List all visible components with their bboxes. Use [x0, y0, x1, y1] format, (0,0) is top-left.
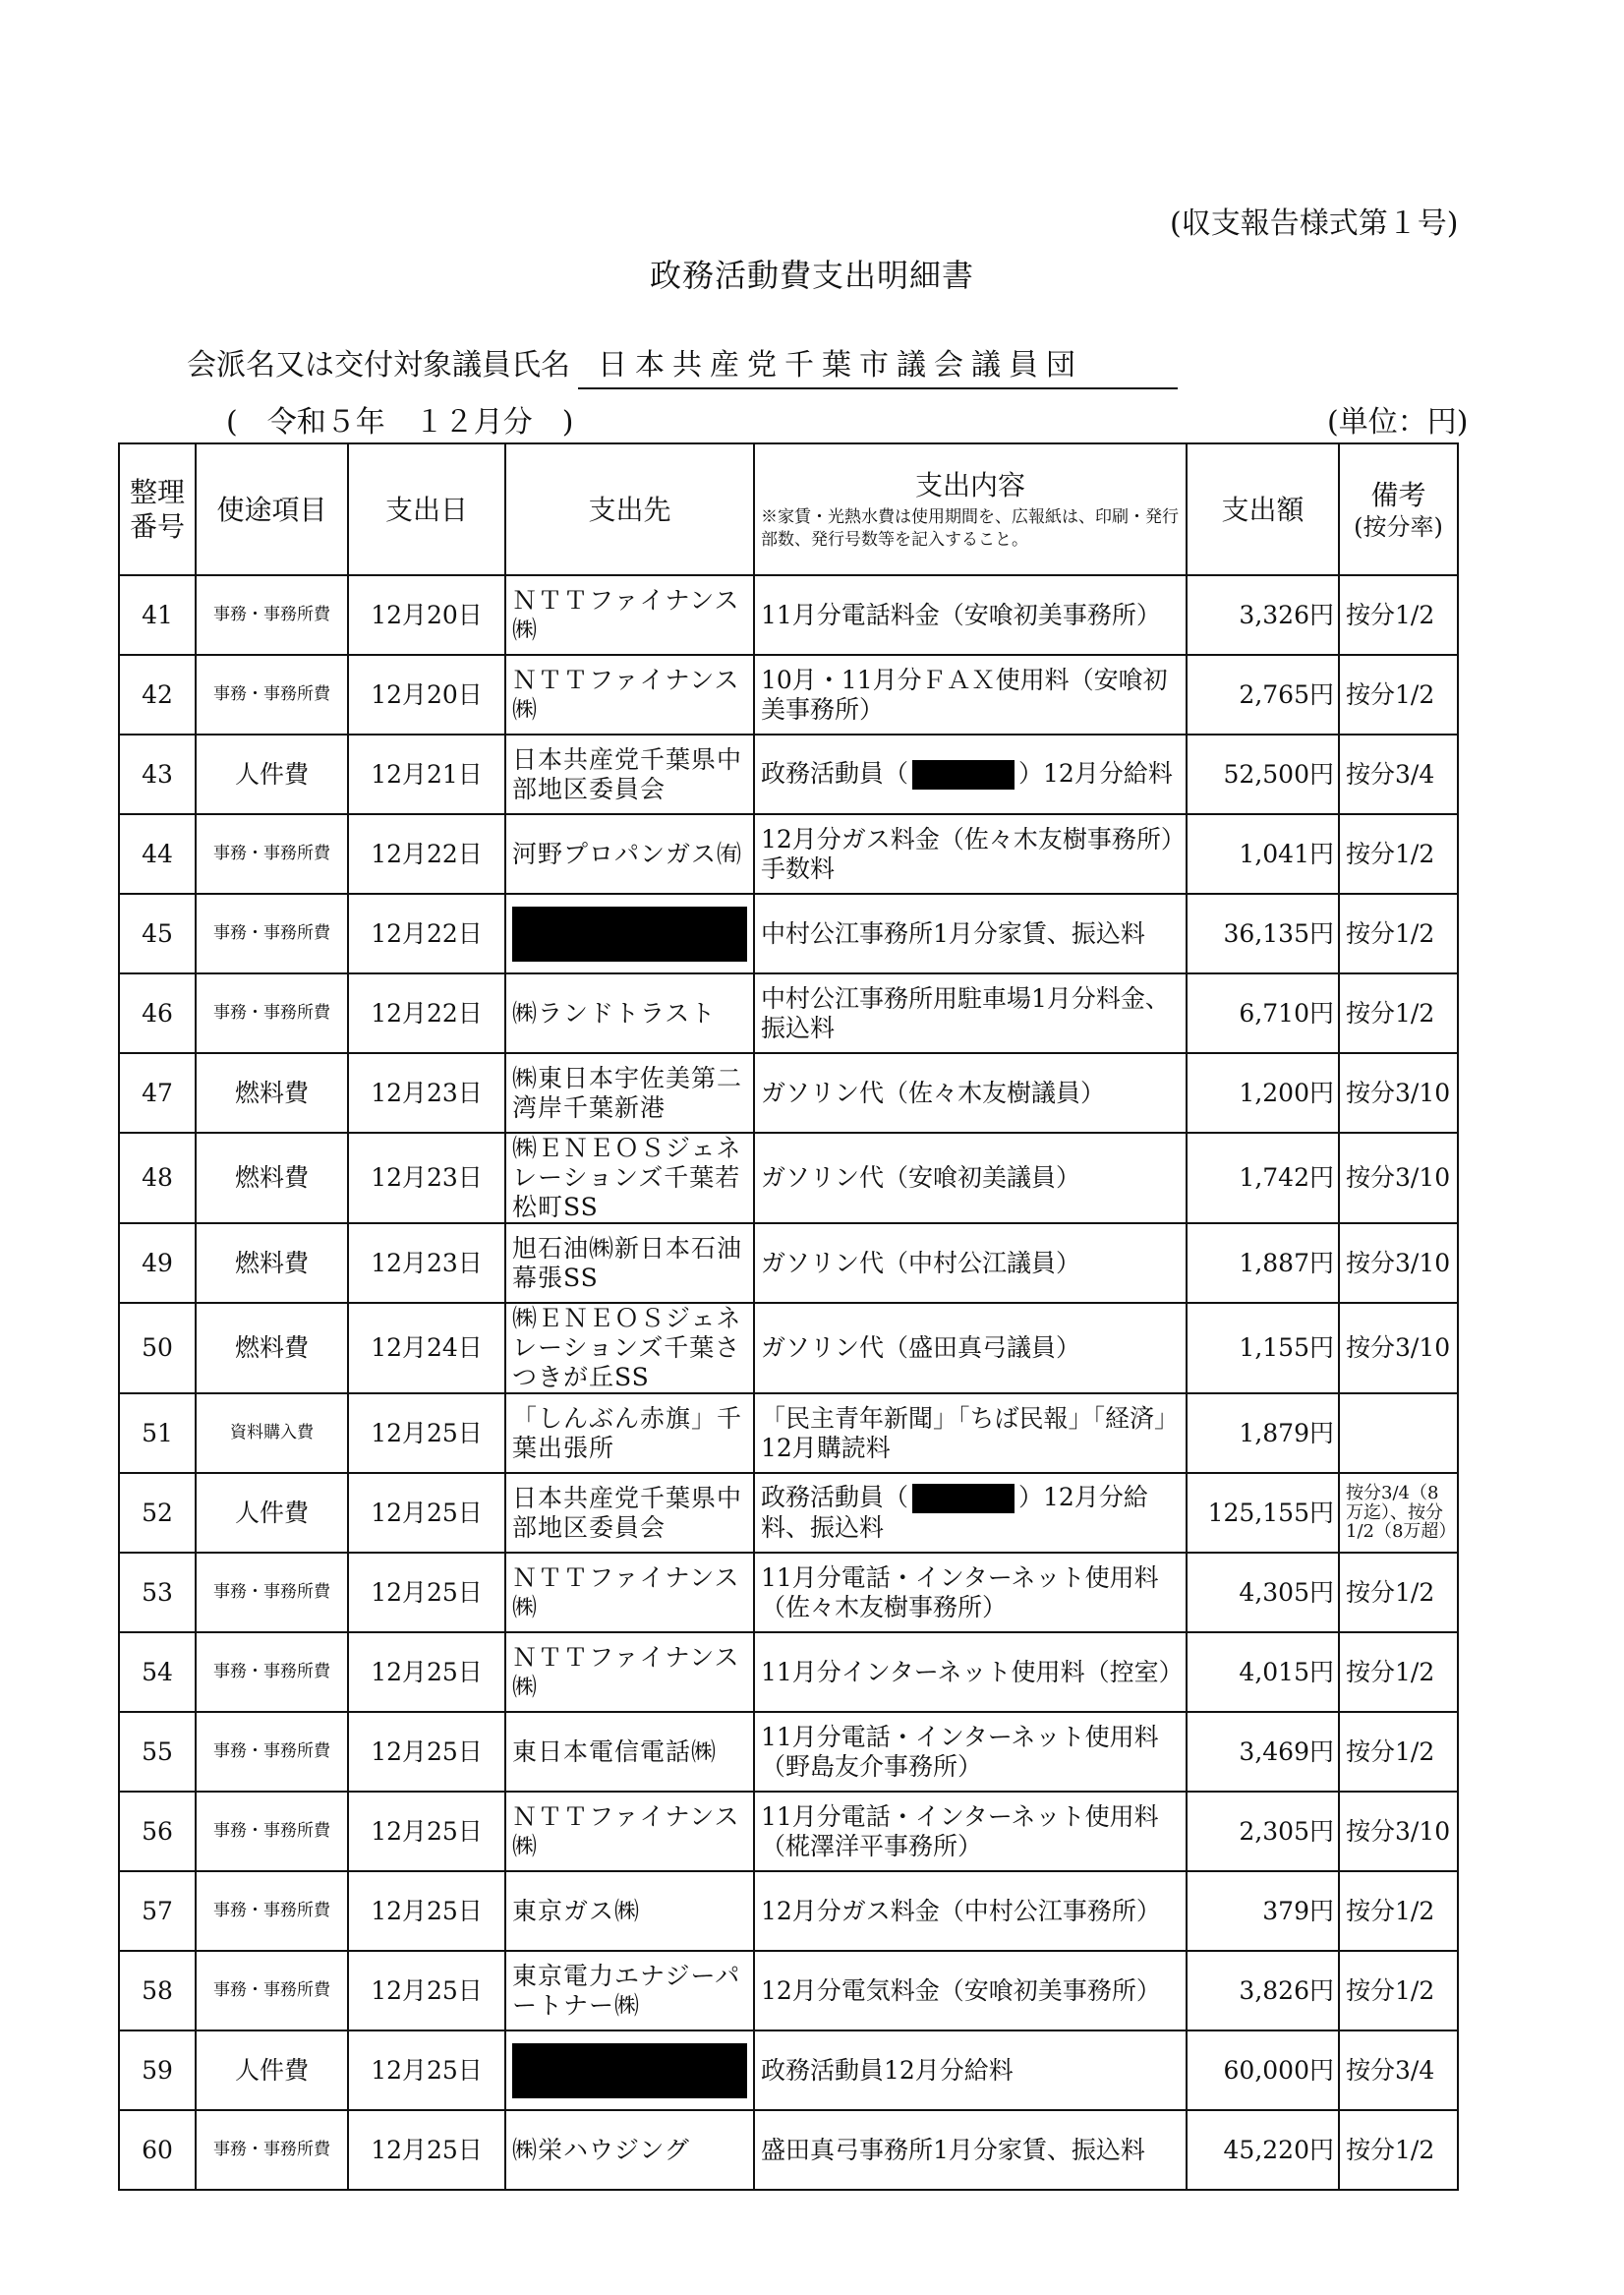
row-number: 55	[119, 1712, 196, 1792]
group-label: 会派名又は交付対象議員氏名	[187, 348, 570, 382]
row-item: 事務・事務所費	[196, 575, 348, 655]
row-payee: ＮＴＴファイナンス㈱	[505, 1632, 754, 1712]
row-date: 12月22日	[348, 814, 505, 894]
row-payee: ㈱栄ハウジング	[505, 2110, 754, 2190]
row-item: 燃料費	[196, 1223, 348, 1303]
row-remarks: 按分3/10	[1339, 1223, 1458, 1303]
row-number: 46	[119, 973, 196, 1053]
row-desc: ガソリン代（安喰初美議員）	[754, 1133, 1187, 1223]
row-payee: 旭石油㈱新日本石油幕張SS	[505, 1223, 754, 1303]
row-item: 事務・事務所費	[196, 1871, 348, 1951]
row-desc: 10月・11月分ＦＡＸ使用料（安喰初美事務所）	[754, 655, 1187, 735]
header-amount: 支出額	[1187, 443, 1339, 575]
row-date: 12月25日	[348, 1871, 505, 1951]
row-item: 事務・事務所費	[196, 894, 348, 973]
row-number: 44	[119, 814, 196, 894]
row-remarks: 按分3/4	[1339, 2030, 1458, 2110]
table-row	[119, 575, 1458, 655]
row-date: 12月25日	[348, 1393, 505, 1473]
header-date: 支出日	[348, 443, 505, 575]
header-payee: 支出先	[505, 443, 754, 575]
row-amount: 3,469円	[1187, 1712, 1339, 1792]
row-desc: 12月分電気料金（安喰初美事務所）	[754, 1951, 1187, 2030]
row-date: 12月24日	[348, 1303, 505, 1393]
row-remarks: 按分1/2	[1339, 1553, 1458, 1632]
row-number: 43	[119, 735, 196, 814]
row-item: 人件費	[196, 2030, 348, 2110]
row-item: 燃料費	[196, 1133, 348, 1223]
table-row	[119, 973, 1458, 1053]
row-number: 53	[119, 1553, 196, 1632]
group-name: 日本共産党千葉市議会議員団	[578, 340, 1178, 389]
row-desc: 12月分ガス料金（中村公江事務所）	[754, 1871, 1187, 1951]
row-amount: 45,220円	[1187, 2110, 1339, 2190]
table-row	[119, 1393, 1458, 1473]
row-remarks: 按分1/2	[1339, 655, 1458, 735]
row-amount: 2,765円	[1187, 655, 1339, 735]
redacted-block	[912, 1484, 1015, 1513]
row-remarks: 按分1/2	[1339, 894, 1458, 973]
row-payee: 河野プロパンガス㈲	[505, 814, 754, 894]
row-payee: ㈱ランドトラスト	[505, 973, 754, 1053]
row-amount: 1,887円	[1187, 1223, 1339, 1303]
row-payee	[505, 894, 754, 973]
row-payee: 東京電力エナジーパートナー㈱	[505, 1951, 754, 2030]
row-date: 12月25日	[348, 2030, 505, 2110]
row-date: 12月25日	[348, 2110, 505, 2190]
row-payee: 日本共産党千葉県中部地区委員会	[505, 1473, 754, 1553]
row-remarks: 按分1/2	[1339, 575, 1458, 655]
table-row	[119, 1053, 1458, 1133]
table-row	[119, 1792, 1458, 1871]
table-row	[119, 1951, 1458, 2030]
table-row	[119, 2110, 1458, 2190]
row-payee: ㈱ＥＮＥＯＳジェネレーションズ千葉若松町SS	[505, 1133, 754, 1223]
row-date: 12月25日	[348, 1553, 505, 1632]
row-number: 45	[119, 894, 196, 973]
table-row	[119, 1303, 1458, 1393]
row-date: 12月20日	[348, 655, 505, 735]
row-remarks: 按分3/10	[1339, 1133, 1458, 1223]
row-item: 事務・事務所費	[196, 2110, 348, 2190]
row-amount: 1,041円	[1187, 814, 1339, 894]
table-row	[119, 2030, 1458, 2110]
row-desc: ガソリン代（盛田真弓議員）	[754, 1303, 1187, 1393]
row-remarks: 按分3/10	[1339, 1053, 1458, 1133]
row-remarks: 按分3/10	[1339, 1303, 1458, 1393]
row-desc: 「民主青年新聞」「ちば民報」「経済」12月購読料	[754, 1393, 1187, 1473]
row-remarks	[1339, 1393, 1458, 1473]
row-item: 事務・事務所費	[196, 1792, 348, 1871]
row-desc: 11月分インターネット使用料（控室）	[754, 1632, 1187, 1712]
table-row	[119, 1553, 1458, 1632]
row-amount: 60,000円	[1187, 2030, 1339, 2110]
row-number: 49	[119, 1223, 196, 1303]
row-desc-post: ）12月分給料	[1018, 758, 1173, 788]
redacted-block	[912, 760, 1015, 790]
row-item: 人件費	[196, 1473, 348, 1553]
row-desc-post: ）12月分給料、振込料	[761, 1482, 1148, 1543]
row-payee: ＮＴＴファイナンス㈱	[505, 655, 754, 735]
row-remarks: 按分1/2	[1339, 973, 1458, 1053]
row-number: 51	[119, 1393, 196, 1473]
table-row	[119, 1712, 1458, 1792]
row-amount: 1,155円	[1187, 1303, 1339, 1393]
row-payee: 東日本電信電話㈱	[505, 1712, 754, 1792]
row-desc: 中村公江事務所1月分家賃、振込料	[754, 894, 1187, 973]
row-date: 12月25日	[348, 1473, 505, 1553]
row-item: 事務・事務所費	[196, 1951, 348, 2030]
row-remarks: 按分1/2	[1339, 1712, 1458, 1792]
table-row	[119, 1473, 1458, 1553]
row-number: 54	[119, 1632, 196, 1712]
row-desc-pre: 政務活動員（	[761, 1482, 909, 1511]
row-payee: 日本共産党千葉県中部地区委員会	[505, 735, 754, 814]
header-remarks-title: 備考	[1370, 478, 1426, 511]
row-date: 12月25日	[348, 1632, 505, 1712]
row-number: 42	[119, 655, 196, 735]
header-remarks	[1339, 443, 1458, 575]
row-amount: 3,326円	[1187, 575, 1339, 655]
row-date: 12月25日	[348, 1951, 505, 2030]
row-number: 47	[119, 1053, 196, 1133]
row-date: 12月25日	[348, 1712, 505, 1792]
row-remarks: 按分1/2	[1339, 1632, 1458, 1712]
redacted-block	[512, 907, 747, 962]
row-item: 燃料費	[196, 1303, 348, 1393]
row-desc	[754, 1473, 1187, 1553]
group-line	[187, 340, 1178, 389]
header-desc-title: 支出内容	[914, 469, 1025, 502]
row-item: 事務・事務所費	[196, 1632, 348, 1712]
row-amount: 1,742円	[1187, 1133, 1339, 1223]
header-item: 使途項目	[196, 443, 348, 575]
row-date: 12月23日	[348, 1223, 505, 1303]
report-period: ( 令和５年 １２月分 )	[226, 405, 574, 440]
header-desc	[754, 443, 1187, 575]
table-header-row	[119, 443, 1458, 575]
row-desc-pre: 政務活動員（	[761, 758, 909, 788]
row-item: 事務・事務所費	[196, 1553, 348, 1632]
row-payee: 「しんぶん赤旗」千葉出張所	[505, 1393, 754, 1473]
row-desc: 中村公江事務所用駐車場1月分料金、振込料	[754, 973, 1187, 1053]
row-item: 人件費	[196, 735, 348, 814]
table-row	[119, 814, 1458, 894]
row-amount: 2,305円	[1187, 1792, 1339, 1871]
row-item: 燃料費	[196, 1053, 348, 1133]
row-amount: 379円	[1187, 1871, 1339, 1951]
row-payee: ＮＴＴファイナンス㈱	[505, 575, 754, 655]
table-row	[119, 1632, 1458, 1712]
row-desc: 12月分ガス料金（佐々木友樹事務所）手数料	[754, 814, 1187, 894]
row-payee: ＮＴＴファイナンス㈱	[505, 1553, 754, 1632]
table-row	[119, 1133, 1458, 1223]
row-amount: 6,710円	[1187, 973, 1339, 1053]
row-amount: 4,305円	[1187, 1553, 1339, 1632]
row-number: 56	[119, 1792, 196, 1871]
row-date: 12月23日	[348, 1133, 505, 1223]
row-date: 12月20日	[348, 575, 505, 655]
row-remarks: 按分1/2	[1339, 1871, 1458, 1951]
row-payee: ＮＴＴファイナンス㈱	[505, 1792, 754, 1871]
row-date: 12月25日	[348, 1792, 505, 1871]
row-amount: 52,500円	[1187, 735, 1339, 814]
table-row	[119, 735, 1458, 814]
row-remarks: 按分3/10	[1339, 1792, 1458, 1871]
row-item: 事務・事務所費	[196, 973, 348, 1053]
row-number: 48	[119, 1133, 196, 1223]
currency-unit: (単位：円)	[1327, 405, 1469, 440]
header-desc-note: ※家賃・光熱水費は使用期間を、広報紙は、印刷・発行部数、発行号数等を記入すること。	[761, 507, 1179, 550]
row-remarks: 按分1/2	[1339, 2110, 1458, 2190]
row-desc: ガソリン代（佐々木友樹議員）	[754, 1053, 1187, 1133]
row-item: 事務・事務所費	[196, 655, 348, 735]
row-number: 58	[119, 1951, 196, 2030]
row-desc: 11月分電話・インターネット使用料（佐々木友樹事務所）	[754, 1553, 1187, 1632]
row-item: 資料購入費	[196, 1393, 348, 1473]
row-date: 12月23日	[348, 1053, 505, 1133]
form-number: (収支報告様式第１号)	[1170, 206, 1459, 241]
row-remarks: 按分1/2	[1339, 1951, 1458, 2030]
row-date: 12月21日	[348, 735, 505, 814]
header-remarks-sub: (按分率)	[1354, 512, 1443, 541]
row-number: 60	[119, 2110, 196, 2190]
row-amount: 36,135円	[1187, 894, 1339, 973]
row-desc: 政務活動員12月分給料	[754, 2030, 1187, 2110]
row-remarks: 按分3/4（8万迄）、按分1/2（8万超）	[1339, 1473, 1458, 1553]
row-amount: 3,826円	[1187, 1951, 1339, 2030]
row-number: 59	[119, 2030, 196, 2110]
table-row	[119, 1871, 1458, 1951]
row-payee	[505, 2030, 754, 2110]
row-desc: 11月分電話・インターネット使用料（椛澤洋平事務所）	[754, 1792, 1187, 1871]
row-remarks: 按分1/2	[1339, 814, 1458, 894]
row-number: 50	[119, 1303, 196, 1393]
row-payee: ㈱ＥＮＥＯＳジェネレーションズ千葉さつきが丘SS	[505, 1303, 754, 1393]
expenditure-table	[118, 442, 1459, 2191]
row-amount: 1,879円	[1187, 1393, 1339, 1473]
table-body	[119, 575, 1458, 2190]
row-payee: ㈱東日本宇佐美第二湾岸千葉新港	[505, 1053, 754, 1133]
row-date: 12月22日	[348, 973, 505, 1053]
row-number: 57	[119, 1871, 196, 1951]
header-no: 整理番号	[119, 443, 196, 575]
row-number: 52	[119, 1473, 196, 1553]
row-number: 41	[119, 575, 196, 655]
row-item: 事務・事務所費	[196, 1712, 348, 1792]
document-title: 政務活動費支出明細書	[649, 257, 974, 294]
row-amount: 125,155円	[1187, 1473, 1339, 1553]
row-amount: 1,200円	[1187, 1053, 1339, 1133]
row-item: 事務・事務所費	[196, 814, 348, 894]
row-desc: 11月分電話・インターネット使用料（野島友介事務所）	[754, 1712, 1187, 1792]
table-row	[119, 1223, 1458, 1303]
row-date: 12月22日	[348, 894, 505, 973]
row-desc	[754, 735, 1187, 814]
table-row	[119, 655, 1458, 735]
row-desc: 盛田真弓事務所1月分家賃、振込料	[754, 2110, 1187, 2190]
redacted-block	[512, 2043, 747, 2098]
row-payee: 東京ガス㈱	[505, 1871, 754, 1951]
row-amount: 4,015円	[1187, 1632, 1339, 1712]
row-desc: 11月分電話料金（安喰初美事務所）	[754, 575, 1187, 655]
table-row	[119, 894, 1458, 973]
row-desc: ガソリン代（中村公江議員）	[754, 1223, 1187, 1303]
row-remarks: 按分3/4	[1339, 735, 1458, 814]
